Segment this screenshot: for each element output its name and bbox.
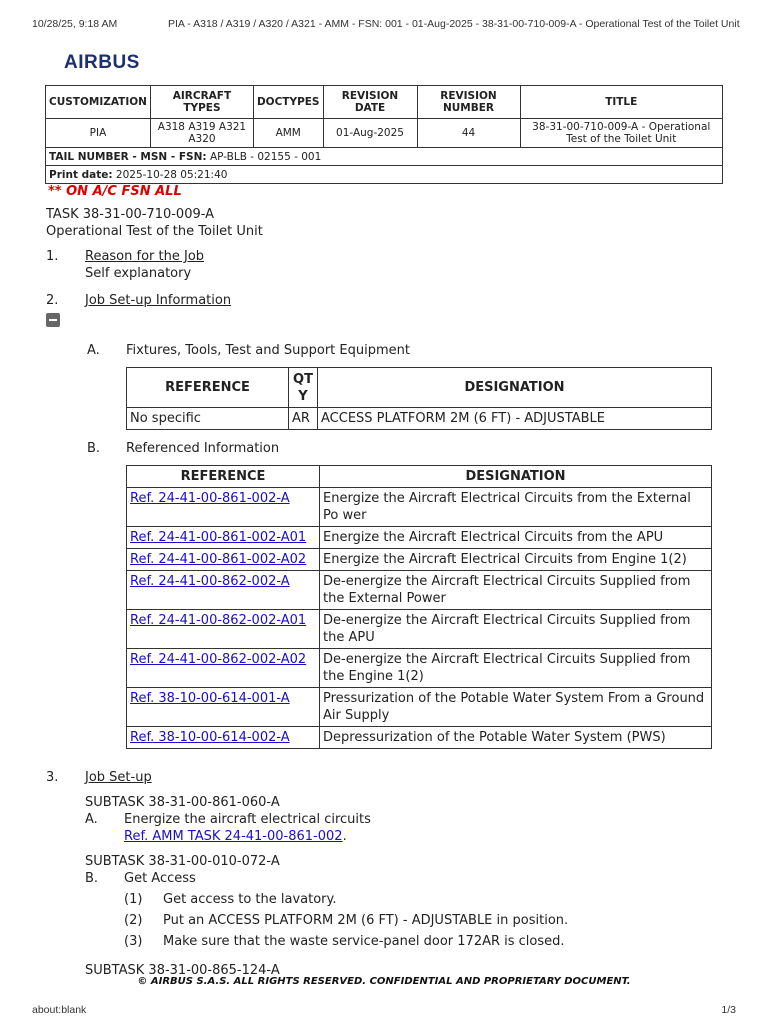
step-letter: B. [85, 871, 99, 886]
subtask-3: SUBTASK 38-31-00-865-124-A [85, 963, 280, 978]
task-title: Operational Test of the Toilet Unit [46, 224, 263, 239]
print-title: PIA - A318 / A319 / A320 / A321 - AMM - FSN: 001 - 01-Aug-2025 - 38-31-00-710-009-A - Operational Test of the Toilet Unit [168, 18, 740, 30]
print-datetime: 10/28/25, 9:18 AM [32, 18, 118, 30]
table-header: QTY [289, 368, 318, 408]
subtask-2 [85, 853, 726, 952]
step-text: Get Access [124, 871, 196, 886]
step-text: Energize the aircraft electrical circuits [124, 812, 371, 827]
section-body: Self explanatory [85, 266, 192, 281]
print-date-label: Print date: [49, 168, 113, 181]
section-title: Reason for the Job [85, 249, 205, 264]
section-title: Job Set-up [85, 770, 152, 785]
referenced-table [126, 465, 712, 749]
metadata-table [45, 85, 723, 184]
subtask-id: SUBTASK 38-31-00-010-072-A [85, 854, 280, 869]
item-text: Get access to the lavatory. [163, 892, 337, 907]
subsection-title: Referenced Information [126, 441, 280, 456]
item-number: (1) [124, 892, 143, 907]
reference-link[interactable]: Ref. 38-10-00-614-001-A [130, 691, 290, 706]
subtask-1 [85, 794, 726, 845]
reference-designation: Pressurization of the Potable Water System From a Ground Air Supply [320, 688, 712, 727]
tail-value: AP-BLB - 02155 - 001 [209, 150, 322, 163]
airbus-logo: AIRBUS [64, 52, 140, 73]
reference-link[interactable]: Ref. 38-10-00-614-002-A [130, 730, 290, 745]
reference-designation: De-energize the Aircraft Electrical Circuits Supplied from the APU [320, 610, 712, 649]
meta-value: 44 [417, 119, 520, 148]
reference-link[interactable]: Ref. 24-41-00-861-002-A02 [130, 552, 307, 567]
task-content [46, 206, 726, 979]
subsection-letter: B. [87, 441, 101, 456]
page-number: 1/3 [721, 1004, 736, 1016]
section-3 [46, 769, 726, 786]
amm-task-link[interactable]: Ref. AMM TASK 24-41-00-861-002 [124, 829, 343, 844]
reference-link[interactable]: Ref. 24-41-00-861-002-A01 [130, 530, 307, 545]
print-date-value: 2025-10-28 05:21:40 [115, 168, 228, 181]
step-b-list [124, 889, 726, 952]
reference-designation: De-energize the Aircraft Electrical Circuits Supplied from the External Power [320, 571, 712, 610]
meta-value: 38-31-00-710-009-A - Operational Test of the Toilet Unit [520, 119, 723, 148]
ref-suffix: . [342, 829, 347, 844]
item-text: Make sure that the waste service-panel door 172AR is closed. [163, 934, 565, 949]
item-number: (3) [124, 934, 143, 949]
collapse-icon[interactable] [46, 313, 60, 327]
fixture-designation: ACCESS PLATFORM 2M (6 FT) - ADJUSTABLE [318, 408, 712, 430]
reference-designation: Depressurization of the Potable Water System (PWS) [320, 727, 712, 749]
print-date-row [46, 166, 723, 184]
fixture-ref: No specific [127, 408, 289, 430]
reference-designation: Energize the Aircraft Electrical Circuits from the External Po wer [320, 488, 712, 527]
table-header: DESIGNATION [320, 466, 712, 488]
meta-header: CUSTOMIZATION [46, 86, 151, 119]
item-number: (2) [124, 913, 143, 928]
meta-header: AIRCRAFT TYPES [150, 86, 253, 119]
step-b [85, 870, 726, 887]
meta-value: 01-Aug-2025 [323, 119, 417, 148]
reference-link[interactable]: Ref. 24-41-00-862-002-A01 [130, 613, 307, 628]
reference-link[interactable]: Ref. 24-41-00-862-002-A [130, 574, 290, 589]
table-header: REFERENCE [127, 466, 320, 488]
fixture-qty: AR [289, 408, 318, 430]
fixtures-heading [87, 342, 726, 359]
table-header: REFERENCE [127, 368, 289, 408]
tail-label: TAIL NUMBER - MSN - FSN: [49, 150, 207, 163]
meta-value: PIA [46, 119, 151, 148]
meta-header: REVISION DATE [323, 86, 417, 119]
meta-header: REVISION NUMBER [417, 86, 520, 119]
subsection-letter: A. [87, 343, 100, 358]
section-number: 3. [46, 770, 59, 785]
step-letter: A. [85, 812, 98, 827]
list-item [124, 889, 726, 910]
meta-value: A318 A319 A321 A320 [150, 119, 253, 148]
section-title: Job Set-up Information [85, 293, 232, 308]
reference-designation: Energize the Aircraft Electrical Circuits from the APU [320, 527, 712, 549]
copyright-notice: © AIRBUS S.A.S. ALL RIGHTS RESERVED. CONFIDENTIAL AND PROPRIETARY DOCUMENT. [137, 976, 631, 987]
section-number: 2. [46, 293, 59, 308]
section-2 [46, 292, 726, 309]
list-item [124, 910, 726, 931]
reference-link[interactable]: Ref. 24-41-00-862-002-A02 [130, 652, 307, 667]
meta-header: DOCTYPES [253, 86, 323, 119]
section-1 [46, 248, 726, 282]
meta-header: TITLE [520, 86, 723, 119]
task-id: TASK 38-31-00-710-009-A [46, 207, 215, 222]
fsn-note: ** ON A/C FSN ALL [48, 184, 182, 199]
reference-designation: De-energize the Aircraft Electrical Circuits Supplied from the Engine 1(2) [320, 649, 712, 688]
fixtures-table [126, 367, 712, 430]
step-a [85, 811, 726, 828]
list-item [124, 931, 726, 952]
meta-value: AMM [253, 119, 323, 148]
referenced-heading [87, 440, 726, 457]
reference-designation: Energize the Aircraft Electrical Circuits from Engine 1(2) [320, 549, 712, 571]
subsection-title: Fixtures, Tools, Test and Support Equipment [126, 343, 410, 358]
step-a-reference [124, 828, 726, 845]
tail-number-row [46, 148, 723, 166]
subtask-id: SUBTASK 38-31-00-861-060-A [85, 795, 280, 810]
reference-link[interactable]: Ref. 24-41-00-861-002-A [130, 491, 290, 506]
item-text: Put an ACCESS PLATFORM 2M (6 FT) - ADJUSTABLE in position. [163, 913, 569, 928]
table-header: DESIGNATION [318, 368, 712, 408]
print-url: about:blank [32, 1004, 87, 1016]
section-number: 1. [46, 249, 59, 264]
